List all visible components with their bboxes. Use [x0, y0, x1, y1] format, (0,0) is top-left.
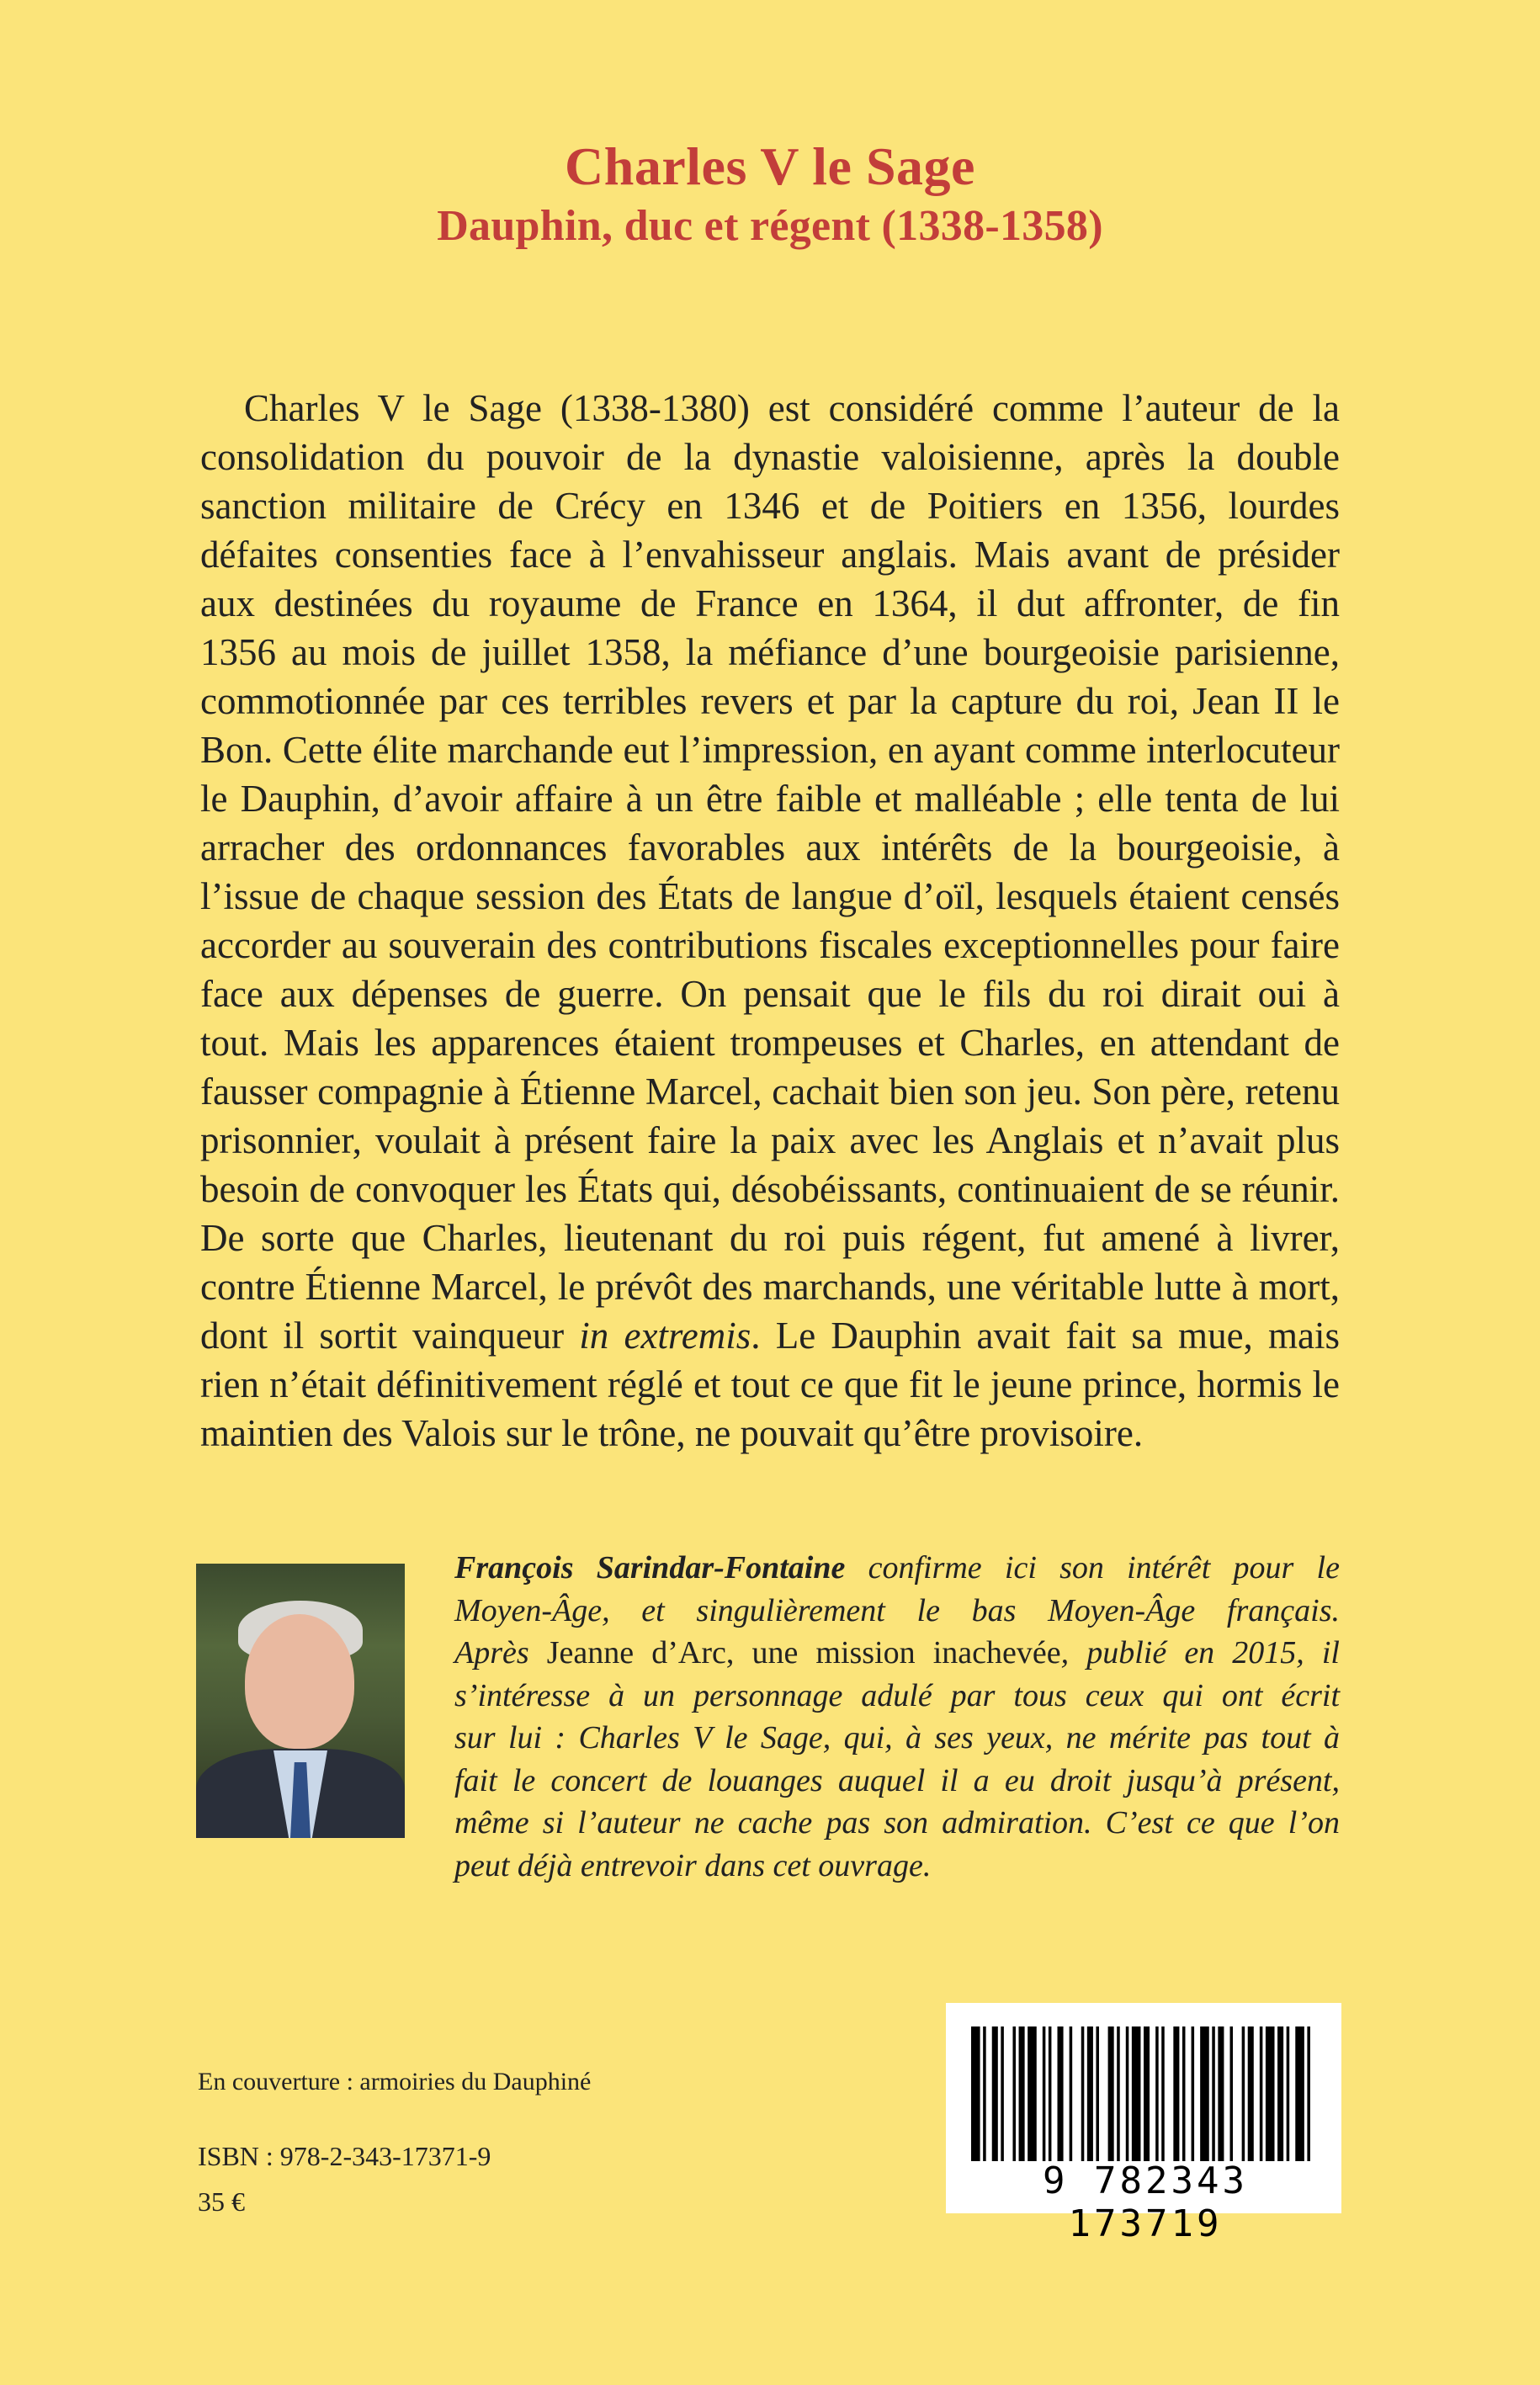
author-name: François Sarindar-Fontaine: [454, 1550, 846, 1586]
author-bio-line: s’intéresse à un personnage adulé par tous ceux qui ont écrit: [454, 1677, 1340, 1713]
author-bio-segment: , publié en 2015, il: [1060, 1635, 1340, 1671]
previous-book-title: Jeanne d’Arc, une mission inachevée: [546, 1635, 1061, 1671]
blurb-line: besoin de convoquer les États qui, désobéissants, continuaient de se réunir.: [200, 1168, 1340, 1210]
barcode-bar: [1058, 2026, 1064, 2161]
barcode-bar: [1019, 2026, 1025, 2161]
blurb-line: contre Étienne Marcel, le prévôt des marchands, une véritable lutte à mort,: [200, 1266, 1340, 1308]
barcode-bar: [1182, 2026, 1186, 2161]
back-cover-blurb: [200, 384, 1340, 1458]
barcode-bar: [1012, 2026, 1016, 2161]
blurb-line: tout. Mais les apparences étaient trompeuses et Charles, en attendant de: [200, 1022, 1340, 1064]
author-bio-line: sur lui : Charles V le Sage, qui, à ses yeux, ne mérite pas tout à: [454, 1720, 1340, 1756]
barcode-bar: [1192, 2026, 1195, 2161]
blurb-line: maintien des Valois sur le trône, ne pouvait qu’être provisoire.: [200, 1412, 1144, 1454]
cover-credit: En couverture : armoiries du Dauphiné: [198, 2068, 592, 2096]
barcode-bar: [1248, 2026, 1254, 2161]
barcode-bar: [1144, 2026, 1150, 2161]
blurb-line: fausser compagnie à Étienne Marcel, cachait bien son jeu. Son père, retenu: [200, 1070, 1340, 1113]
blurb-line: De sorte que Charles, lieutenant du roi puis régent, fut amené à livrer,: [200, 1217, 1340, 1259]
blurb-line: 1356 au mois de juillet 1358, la méfiance d’une bourgeoisie parisienne,: [200, 631, 1340, 673]
blurb-line: prisonnier, voulait à présent faire la paix avec les Anglais et n’avait plus: [200, 1119, 1340, 1161]
barcode-bar: [1070, 2026, 1073, 2161]
title-block: [0, 135, 1540, 254]
blurb-italic: in extremis: [579, 1315, 751, 1357]
barcode-bar: [1307, 2026, 1310, 2161]
book-title: Charles V le Sage: [565, 136, 975, 196]
author-bio-line: [454, 1547, 1340, 1590]
blurb-segment: . Le Dauphin avait fait sa mue, mais: [751, 1315, 1340, 1357]
barcode: [946, 2003, 1341, 2245]
barcode-bar: [1087, 2026, 1093, 2161]
barcode-bar: [1028, 2026, 1037, 2161]
barcode-bar: [1173, 2026, 1179, 2161]
author-bio: [454, 1547, 1340, 1887]
author-bio-line: peut déjà entrevoir dans cet ouvrage.: [454, 1847, 932, 1883]
barcode-bar: [1212, 2026, 1215, 2161]
barcode-bar: [1295, 2026, 1304, 2161]
author-bio-line: Moyen-Âge, et singulièrement le bas Moyen-Âge français.: [454, 1592, 1340, 1628]
author-bio-line: [454, 1632, 1340, 1675]
barcode-bar: [1230, 2026, 1234, 2161]
blurb-line: commotionnée par ces terribles revers et par la capture du roi, Jean II le: [200, 680, 1340, 722]
blurb-segment: dont il sortit vainqueur: [200, 1315, 580, 1357]
barcode-bar: [1242, 2026, 1245, 2161]
barcode-bar: [1155, 2026, 1159, 2161]
barcode-bar: [1043, 2026, 1046, 2161]
barcode-bar: [1200, 2026, 1209, 2161]
blurb-line: Charles V le Sage (1338-1380) est considéré comme l’auteur de la: [244, 387, 1340, 429]
price: 35 €: [198, 2186, 245, 2217]
barcode-bar: [1161, 2026, 1165, 2161]
barcode-bar: [1260, 2026, 1263, 2161]
barcode-bar: [983, 2026, 986, 2161]
blurb-line: accorder au souverain des contributions fiscales exceptionnelles pour faire: [200, 924, 1340, 966]
barcode-bars: [971, 2026, 1316, 2161]
author-bio-segment: confirme ici son intérêt pour le: [845, 1550, 1340, 1586]
barcode-bar: [1001, 2026, 1004, 2161]
barcode-digits: 9 782343 173719: [1043, 2159, 1248, 2245]
barcode-bar: [1126, 2026, 1129, 2161]
barcode-bar: [1132, 2026, 1141, 2161]
barcode-bar: [1108, 2026, 1114, 2161]
blurb-line: défaites consenties face à l’envahisseur anglais. Mais avant de présider: [200, 534, 1340, 576]
barcode-bar: [1081, 2026, 1085, 2161]
blurb-line: consolidation du pouvoir de la dynastie valoisienne, après la double: [200, 436, 1340, 478]
barcode-bar: [971, 2026, 980, 2161]
book-subtitle: Dauphin, duc et régent (1338-1358): [437, 202, 1103, 250]
blurb-line-mixed: [200, 1311, 1340, 1360]
author-photo: [196, 1564, 405, 1838]
blurb-line: le Dauphin, d’avoir affaire à un être faible et malléable ; elle tenta de lui: [200, 778, 1340, 820]
barcode-bar: [1117, 2026, 1120, 2161]
barcode-bar: [1096, 2026, 1099, 2161]
author-bio-line: même si l’auteur ne cache pas son admiration. C’est ce que l’on: [454, 1805, 1340, 1841]
blurb-line: arracher des ordonnances favorables aux intérêts de la bourgeoisie, à: [200, 826, 1340, 868]
blurb-line: sanction militaire de Crécy en 1346 et de Poitiers en 1356, lourdes: [200, 485, 1340, 527]
barcode-bar: [1049, 2026, 1052, 2161]
isbn: ISBN : 978-2-343-17371-9: [198, 2141, 491, 2171]
blurb-line: Bon. Cette élite marchande eut l’impression, en ayant comme interlocuteur: [200, 729, 1340, 771]
barcode-bar: [992, 2026, 998, 2161]
barcode-bar: [1266, 2026, 1275, 2161]
author-bio-line: fait le concert de louanges auquel il a eu droit jusqu’à présent,: [454, 1762, 1340, 1798]
blurb-line: face aux dépenses de guerre. On pensait que le fils du roi dirait oui à: [200, 973, 1340, 1015]
blurb-line: l’issue de chaque session des États de langue d’oïl, lesquels étaient censés: [200, 875, 1340, 917]
barcode-bar: [1218, 2026, 1224, 2161]
blurb-line: aux destinées du royaume de France en 1364, il dut affronter, de fin: [200, 582, 1340, 624]
blurb-line: rien n’était définitivement réglé et tout ce que fit le jeune prince, hormis le: [200, 1363, 1340, 1405]
author-bio-segment: Après: [454, 1635, 547, 1671]
barcode-bar: [1277, 2026, 1283, 2161]
barcode-bar: [1287, 2026, 1290, 2161]
